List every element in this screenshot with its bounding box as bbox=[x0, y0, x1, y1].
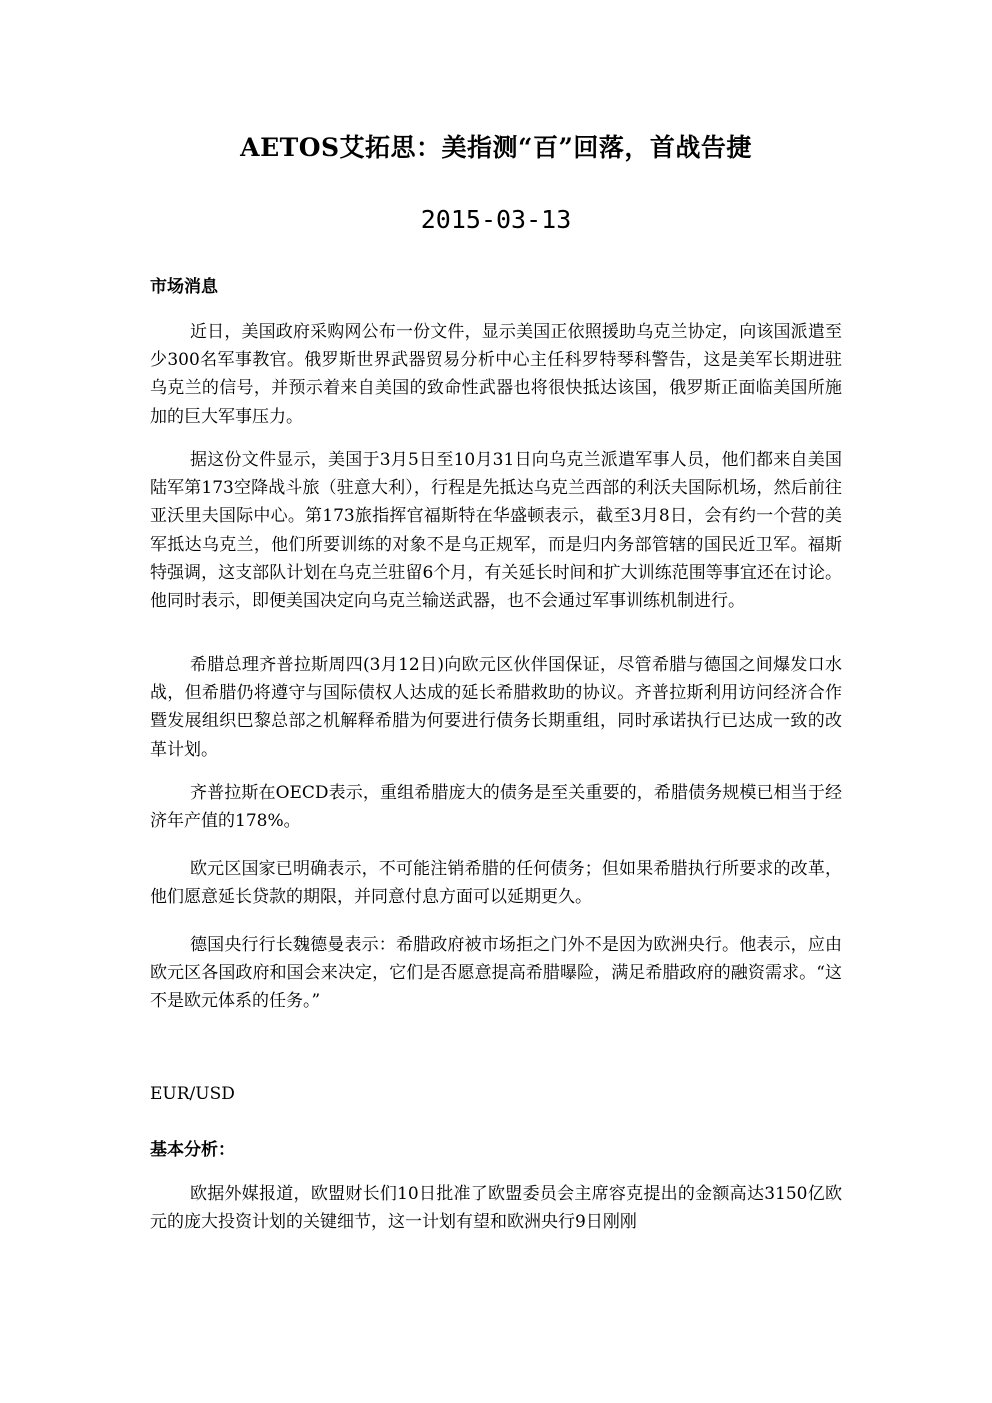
market-news-heading: 市场消息 bbox=[150, 277, 218, 297]
news-paragraph-3: 希腊总理齐普拉斯周四(3月12日)向欧元区伙伴国保证，尽管希腊与德国之间爆发口水战，但希腊仍将遵守与国际债权人达成的延长希腊救助的协议。齐普拉斯利用访问经济合作暨发展组织巴黎总部之机解释希腊为何要进行债务长期重组，同时承诺执行已达成一致的改革计划。 bbox=[150, 655, 842, 760]
basic-analysis-heading: 基本分析： bbox=[150, 1140, 235, 1160]
analysis-paragraph-1: 欧据外媒报道，欧盟财长们10日批准了欧盟委员会主席容克提出的金额高达3150亿欧元的庞大投资计划的关键细节，这一计划有望和欧洲央行9日刚刚 bbox=[150, 1184, 842, 1233]
news-paragraph-4: 齐普拉斯在OECD表示，重组希腊庞大的债务是至关重要的，希腊债务规模已相当于经济年产值的178%。 bbox=[150, 783, 842, 832]
news-paragraph-6: 德国央行行长魏德曼表示：希腊政府被市场拒之门外不是因为欧洲央行。他表示，应由欧元区各国政府和国会来决定，它们是否愿意提高希腊曝险，满足希腊政府的融资需求。“这不是欧元体系的任务。” bbox=[150, 935, 842, 1012]
currency-pair-label: EUR/USD bbox=[150, 1084, 235, 1104]
news-paragraph-1: 近日，美国政府采购网公布一份文件，显示美国正依照援助乌克兰协定，向该国派遣至少300名军事教官。俄罗斯世界武器贸易分析中心主任科罗特琴科警告，这是美军长期进驻乌克兰的信号，并预示着来自美国的致命性武器也将很快抵达该国，俄罗斯正面临美国所施加的巨大军事压力。 bbox=[150, 322, 842, 427]
document-date: 2015-03-13 bbox=[420, 205, 572, 234]
news-paragraph-2: 据这份文件显示，美国于3月5日至10月31日向乌克兰派遣军事人员，他们都来自美国陆军第173空降战斗旅（驻意大利），行程是先抵达乌克兰西部的利沃夫国际机场，然后前往亚沃里夫国际中心。第173旅指挥官福斯特在华盛顿表示，截至3月8日，会有约一个营的美军抵达乌克兰，他们所要训练的对象不是乌正规军，而是归内务部管辖的国民近卫军。福斯特强调，这支部队计划在乌克兰驻留6个月，有关延长时间和扩大训练范围等事宜还在讨论。他同时表示，即便美国决定向乌克兰输送武器，也不会通过军事训练机制进行。 bbox=[150, 450, 842, 612]
document-title: AETOS艾拓思：美指测“百”回落，首战告捷 bbox=[240, 133, 752, 162]
news-paragraph-5: 欧元区国家已明确表示，不可能注销希腊的任何债务；但如果希腊执行所要求的改革，他们愿意延长贷款的期限，并同意付息方面可以延期更久。 bbox=[150, 859, 842, 908]
